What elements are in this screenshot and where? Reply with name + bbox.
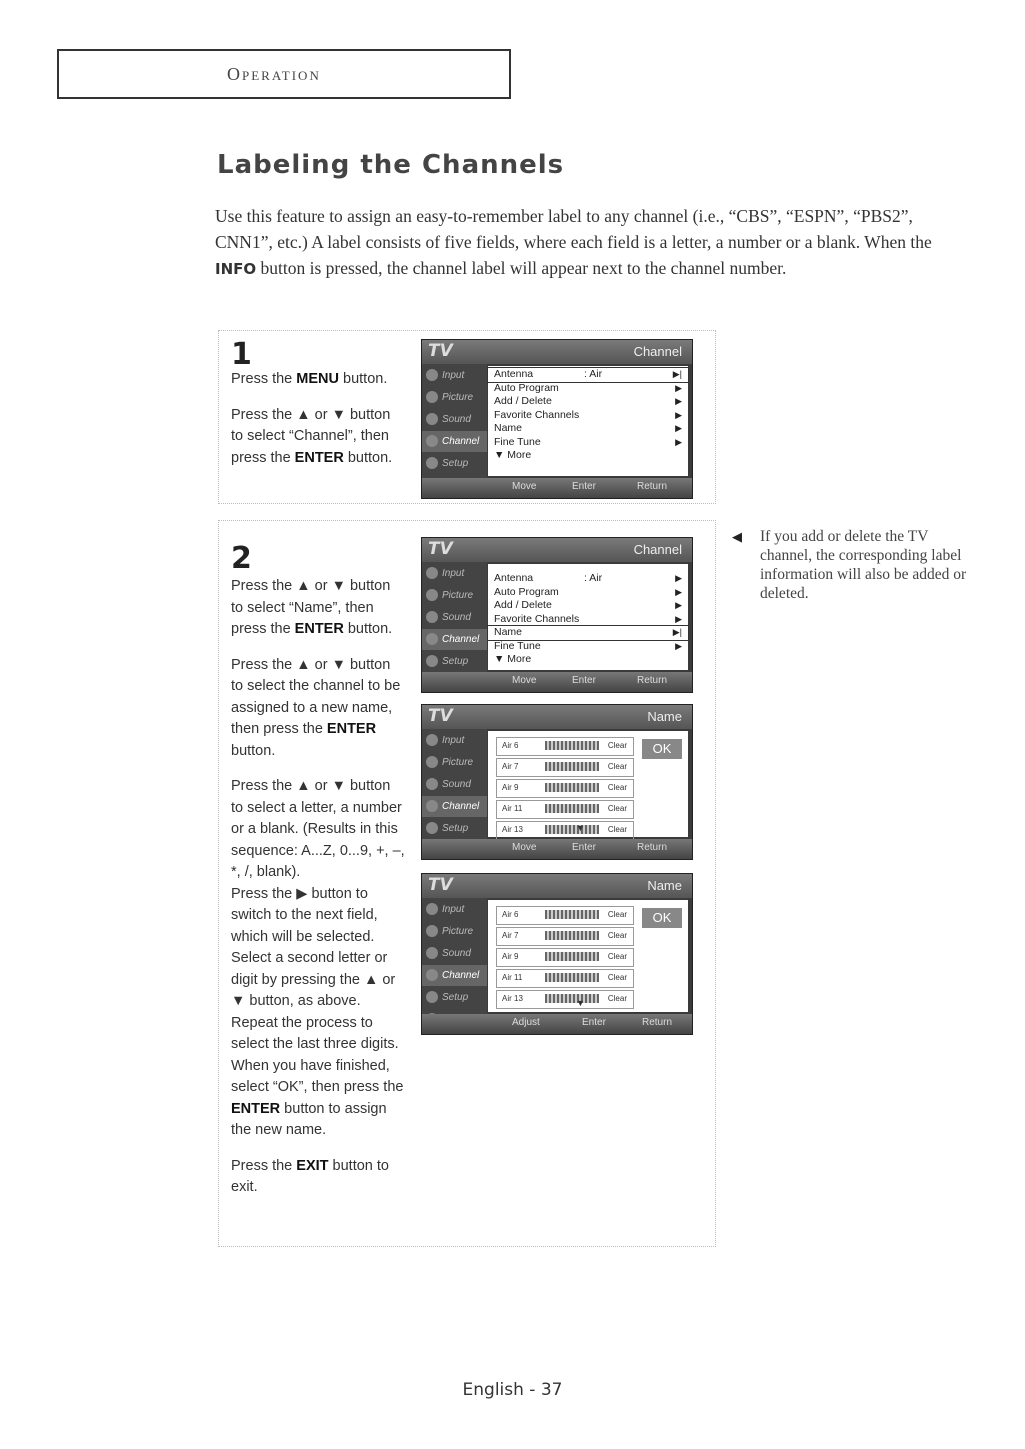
name-row[interactable]: Air 13 Clear (496, 821, 634, 840)
menu-item-antenna[interactable]: Antenna : Air ▶| (488, 368, 688, 382)
step-1-instructions: Press the MENU button. Press the ▲ or ▼ button to select “Channel”, then press the ENTER button. (231, 371, 393, 466)
pointer-icon: ◀ (732, 529, 742, 544)
osd-sidebar-channel[interactable]: Channel (422, 965, 487, 986)
osd-menu-title: Name (647, 878, 682, 893)
name-list (496, 737, 634, 842)
menu-item-auto-program[interactable]: Auto Program ▶ (494, 381, 682, 394)
osd-menu-title: Name (647, 709, 682, 724)
footer-enter: Enter (572, 675, 596, 686)
scroll-down-icon: ▼ (576, 823, 585, 833)
osd-sidebar-channel[interactable]: Channel (422, 431, 487, 452)
info-button-label: INFO (215, 260, 257, 278)
name-row[interactable]: Air 11 Clear (496, 969, 634, 988)
menu-item-add-delete[interactable]: Add / Delete ▶ (494, 599, 682, 611)
osd-name-menu-2 (421, 873, 693, 1035)
footer-return: Return (642, 1017, 673, 1028)
osd-sidebar-channel[interactable]: Channel (422, 629, 487, 650)
tv-logo: TV (428, 341, 453, 361)
menu-item-more[interactable]: ▼ More (494, 449, 532, 461)
osd-sidebar-picture[interactable]: Picture (422, 387, 487, 408)
osd-menu-title: Channel (633, 542, 682, 557)
osd-footer (422, 478, 692, 498)
footer-return: Return (637, 481, 668, 492)
osd-sidebar-setup[interactable]: Setup (422, 818, 487, 839)
name-row[interactable]: Air 11 Clear (496, 800, 634, 819)
osd-sidebar-setup[interactable]: Setup (422, 453, 487, 474)
osd-sidebar-picture[interactable]: Picture (422, 585, 487, 606)
step-2-instructions: Press the ▲ or ▼ button to select “Name”, then press the ENTER button. Press the ▲ or ▼ button to select the channel to be assigned to a new name, then press the ENTER button. Press the ▲ or ▼ button to select a letter, a number or a blank. (Results in this sequence: A...Z, 0...9, +, –, *, /, blank). Press the ▶ button to switch to the next field, which will be selected. Select a second letter or digit by pressing the ▲ or ▼ button, as above. Repeat the process to select the last three digits. When you have finished, select “OK”, then press the ENTER button to assign the new name. Press the EXIT button to exit. (231, 578, 405, 1195)
menu-item-auto-program[interactable]: Auto Program ▶ (494, 585, 682, 598)
side-note-text: If you add or delete the TV channel, the corresponding label information will also be added or deleted. (760, 528, 967, 602)
osd-sidebar-input[interactable]: Input (422, 563, 487, 584)
osd-channel-menu-2 (421, 537, 693, 693)
scroll-down-icon: ▼ (576, 998, 585, 1008)
intro-text-2: button is pressed, the channel label will appear next to the channel number. (256, 258, 787, 278)
osd-name-menu-1 (421, 704, 693, 860)
footer-enter: Enter (572, 481, 596, 492)
osd-sidebar-sound[interactable]: Sound (422, 409, 487, 430)
intro-text-1: Use this feature to assign an easy-to-remember label to any channel (i.e., “CBS”, “ESPN”, “PBS2”, CNN1”, etc.) A label consists of five fields, where each field is a letter, a number or a blank. When the (215, 206, 932, 252)
menu-item-name[interactable]: Name ▶ (494, 422, 682, 434)
footer-move: Move (512, 842, 537, 853)
footer-return: Return (637, 842, 668, 853)
menu-item-add-delete[interactable]: Add / Delete ▶ (494, 395, 682, 407)
name-row[interactable]: Air 7 Clear (496, 758, 634, 777)
osd-sidebar-sound[interactable]: Sound (422, 943, 487, 964)
osd-body (488, 366, 688, 476)
ok-button[interactable]: OK (642, 908, 682, 928)
osd-sidebar (422, 364, 487, 478)
tv-logo: TV (428, 875, 453, 895)
name-row[interactable]: Air 6 Clear (496, 737, 634, 756)
osd-channel-menu-1 (421, 339, 693, 499)
section-tab (57, 49, 511, 99)
name-row[interactable]: Air 6 Clear (496, 906, 634, 925)
osd-sidebar (422, 562, 487, 672)
tv-logo: TV (428, 539, 453, 559)
page-title: Labeling the Channels (217, 150, 565, 180)
osd-sidebar-sound[interactable]: Sound (422, 774, 487, 795)
step-1-number: 1 (231, 337, 252, 372)
menu-item-fine-tune[interactable]: Fine Tune ▶ (494, 639, 682, 652)
osd-sidebar-input[interactable]: Input (422, 365, 487, 386)
osd-sidebar-input[interactable]: Input (422, 899, 487, 920)
osd-sidebar-sound[interactable]: Sound (422, 607, 487, 628)
section-tab-label: Operation (227, 64, 321, 84)
step-2-panel (218, 520, 716, 1247)
step-2-number: 2 (231, 541, 252, 576)
osd-menu-title: Channel (633, 344, 682, 359)
name-row[interactable]: Air 7 Clear (496, 927, 634, 946)
menu-item-antenna[interactable]: Antenna : Air ▶ (494, 572, 682, 584)
osd-sidebar (422, 729, 487, 839)
name-row[interactable]: Air 9 Clear (496, 948, 634, 967)
intro-paragraph (215, 203, 975, 282)
page-number: English - 37 (462, 1380, 563, 1400)
footer-move: Move (512, 481, 537, 492)
menu-item-name[interactable]: Name ▶| (488, 626, 688, 640)
name-row[interactable]: Air 13 Clear (496, 990, 634, 1009)
menu-item-more[interactable]: ▼ More (494, 653, 532, 665)
name-row[interactable]: Air 9 Clear (496, 779, 634, 798)
osd-header (422, 340, 692, 364)
footer-enter: Enter (582, 1017, 606, 1028)
osd-sidebar-setup[interactable]: Setup (422, 651, 487, 672)
footer-move: Move (512, 675, 537, 686)
step-1-panel (218, 330, 716, 504)
ok-button[interactable]: OK (642, 739, 682, 759)
osd-sidebar-setup[interactable]: Setup (422, 987, 487, 1008)
menu-item-fine-tune[interactable]: Fine Tune ▶ (494, 435, 682, 448)
osd-sidebar-picture[interactable]: Picture (422, 752, 487, 773)
osd-sidebar-input[interactable]: Input (422, 730, 487, 751)
name-list (496, 906, 634, 1011)
side-note (732, 527, 967, 603)
footer-return: Return (637, 675, 668, 686)
osd-sidebar (422, 898, 487, 1014)
osd-sidebar-picture[interactable]: Picture (422, 921, 487, 942)
osd-sidebar-channel[interactable]: Channel (422, 796, 487, 817)
menu-item-favorite-channels[interactable]: Favorite Channels ▶ (494, 612, 682, 625)
tv-logo: TV (428, 706, 453, 726)
footer-enter: Enter (572, 842, 596, 853)
footer-adjust: Adjust (512, 1017, 540, 1028)
menu-item-favorite-channels[interactable]: Favorite Channels ▶ (494, 408, 682, 421)
